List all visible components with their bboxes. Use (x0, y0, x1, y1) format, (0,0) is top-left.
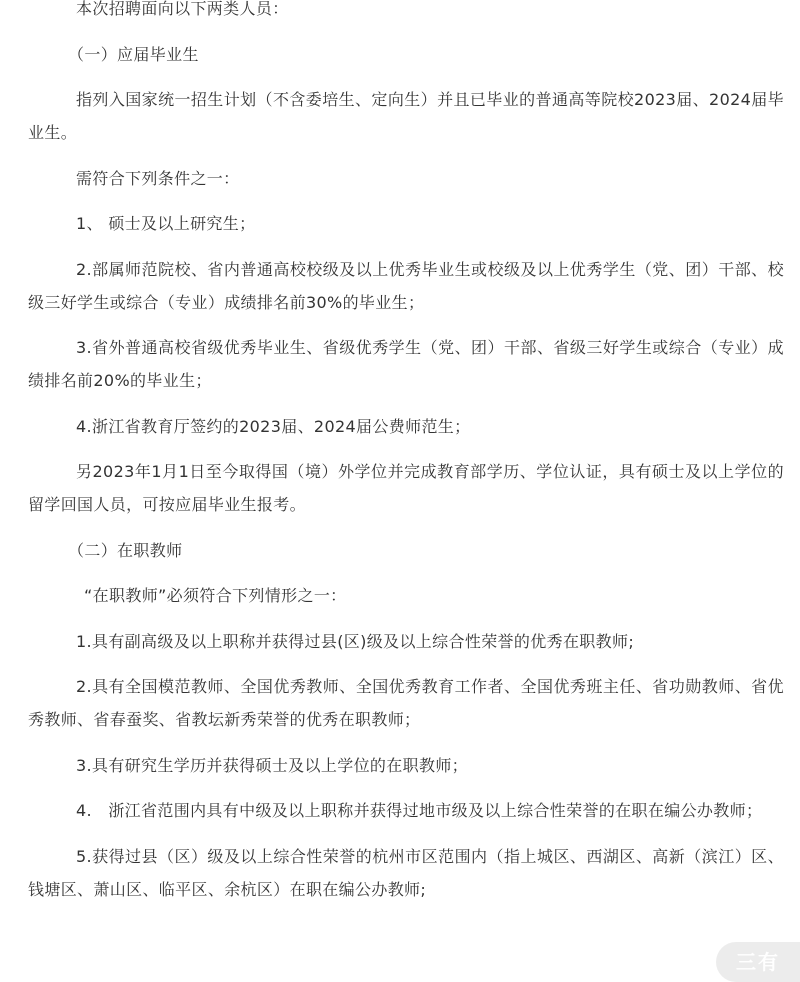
watermark-logo: 三有 (716, 942, 800, 982)
article-body (28, 0, 784, 918)
teacher-condition-1: 1.具有副高级及以上职称并获得过县(区)级及以上综合性荣誉的优秀在职教师; (76, 631, 635, 651)
teacher-condition-2: 2.具有全国模范教师、全国优秀教师、全国优秀教育工作者、全国优秀班主任、省功勋教师、省优秀教师、省春蚕奖、省教坛新秀荣誉的优秀在职教师； (28, 677, 784, 729)
section-heading-graduates: （一）应届毕业生 (68, 44, 199, 64)
graduate-condition-1: 1、 硕士及以上研究生； (76, 214, 256, 233)
graduate-condition-2: 2.部属师范院校、省内普通高校校级及以上优秀毕业生或校级及以上优秀学生（党、团）干部、校级三好学生或综合（专业）成绩排名前30%的毕业生； (28, 259, 784, 312)
teacher-condition-5: 5.获得过县（区）级及以上综合性荣誉的杭州市区范围内（指上城区、西湖区、高新（滨江）区、钱塘区、萧山区、临平区、余杭区）在职在编公办教师; (28, 846, 784, 899)
graduates-definition-paragraph: 指列入国家统一招生计划（不含委培生、定向生）并且已毕业的普通高等院校2023届、2024届毕业生。 (28, 90, 784, 142)
graduate-condition-4: 4.浙江省教育厅签约的2023届、2024届公费师范生； (76, 416, 471, 436)
intro-paragraph: 本次招聘面向以下两类人员： (76, 0, 289, 18)
teacher-condition-3: 3.具有研究生学历并获得硕士及以上学位的在职教师； (76, 755, 469, 775)
overseas-returnee-paragraph: 另2023年1月1日至今取得国（境）外学位并完成教育部学历、学位认证，具有硕士及以上学位的留学回国人员，可按应届毕业生报考。 (28, 462, 784, 514)
conditions-intro-paragraph: 需符合下列条件之一： (76, 168, 240, 188)
graduate-condition-3: 3.省外普通高校省级优秀毕业生、省级优秀学生（党、团）干部、省级三好学生或综合（专业）成绩排名前20%的毕业生； (28, 338, 784, 390)
teacher-condition-4: 4. 浙江省范围内具有中级及以上职称并获得过地市级及以上综合性荣誉的在职在编公办教师； (76, 801, 763, 820)
section-heading-teachers: （二）在职教师 (68, 540, 183, 560)
teachers-intro-paragraph: “在职教师”必须符合下列情形之一： (84, 586, 347, 605)
